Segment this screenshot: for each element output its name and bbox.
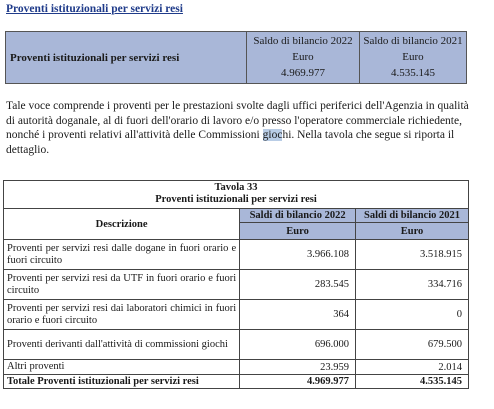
summary-value-2021: 4.535.145 xyxy=(391,67,435,79)
total-label: Totale Proventi istituzionali per servizi resi xyxy=(4,375,240,389)
row-value-2022: 696.000 xyxy=(240,330,356,360)
summary-unit-2021: Euro xyxy=(402,51,424,63)
row-value-2021: 334.716 xyxy=(356,270,469,300)
summary-table xyxy=(5,31,467,84)
body-paragraph[interactable] xyxy=(6,99,476,157)
table-row xyxy=(4,330,469,360)
table-caption-number: Tavola 33 xyxy=(214,182,258,193)
row-value-2022: 3.966.108 xyxy=(240,240,356,270)
table-total-row xyxy=(4,375,469,389)
row-value-2021: 679.500 xyxy=(356,330,469,360)
header-2022: Saldi di bilancio 2022 xyxy=(240,209,356,223)
text-selection-highlight: gioc xyxy=(262,129,283,141)
row-label: Proventi per servizi resi da UTF in fuori orario e fuori circuito xyxy=(4,270,240,300)
row-value-2022: 364 xyxy=(240,300,356,330)
detail-table xyxy=(3,180,469,389)
row-label: Proventi derivanti dall'attività di commissioni giochi xyxy=(4,330,240,360)
row-label: Proventi per servizi resi dalle dogane in fuori orario e fuori circuito xyxy=(4,240,240,270)
table-row xyxy=(4,270,469,300)
total-value-2022: 4.969.977 xyxy=(240,375,356,389)
row-label: Proventi per servizi resi dai laboratori chimici in fuori orario e fuori circuito xyxy=(4,300,240,330)
row-value-2021: 3.518.915 xyxy=(356,240,469,270)
summary-col-2022 xyxy=(247,32,360,83)
row-value-2022: 283.545 xyxy=(240,270,356,300)
header-2021: Saldi di bilancio 2021 xyxy=(356,209,469,223)
paragraph-text-end: hi. Nella tavola che segue si riporta il dettaglio. xyxy=(6,129,455,156)
summary-unit-2022: Euro xyxy=(292,51,314,63)
table-row xyxy=(4,360,469,375)
table-header-row xyxy=(4,209,469,223)
header-descrizione: Descrizione xyxy=(4,209,240,240)
row-label: Altri proventi xyxy=(4,360,240,375)
unit-2022: Euro xyxy=(240,223,356,240)
summary-header-2021: Saldo di bilancio 2021 xyxy=(363,35,463,47)
table-caption xyxy=(4,181,469,209)
table-caption-row xyxy=(4,181,469,209)
unit-2021: Euro xyxy=(356,223,469,240)
row-value-2021: 2.014 xyxy=(356,360,469,375)
total-value-2021: 4.535.145 xyxy=(356,375,469,389)
row-value-2021: 0 xyxy=(356,300,469,330)
paragraph-text-start: Tale voce comprende i proventi per le prestazioni svolte dagli uffici periferici dell'Agenzia in qualità di autorità doganale, al di fuori dell'orario di lavoro e/o presso l'operatore commerciale richiedente, nonché i proventi relativi all'attività delle Commissioni xyxy=(6,100,469,141)
table-row xyxy=(4,300,469,330)
summary-value-2022: 4.969.977 xyxy=(281,67,325,79)
summary-col-2021 xyxy=(360,32,466,83)
section-title: Proventi istituzionali per servizi resi xyxy=(6,3,183,15)
table-row xyxy=(4,240,469,270)
table-caption-title: Proventi istituzionali per servizi resi xyxy=(155,194,317,205)
summary-header-2022: Saldo di bilancio 2022 xyxy=(253,35,353,47)
row-value-2022: 23.959 xyxy=(240,360,356,375)
summary-label: Proventi istituzionali per servizi resi xyxy=(6,32,247,83)
